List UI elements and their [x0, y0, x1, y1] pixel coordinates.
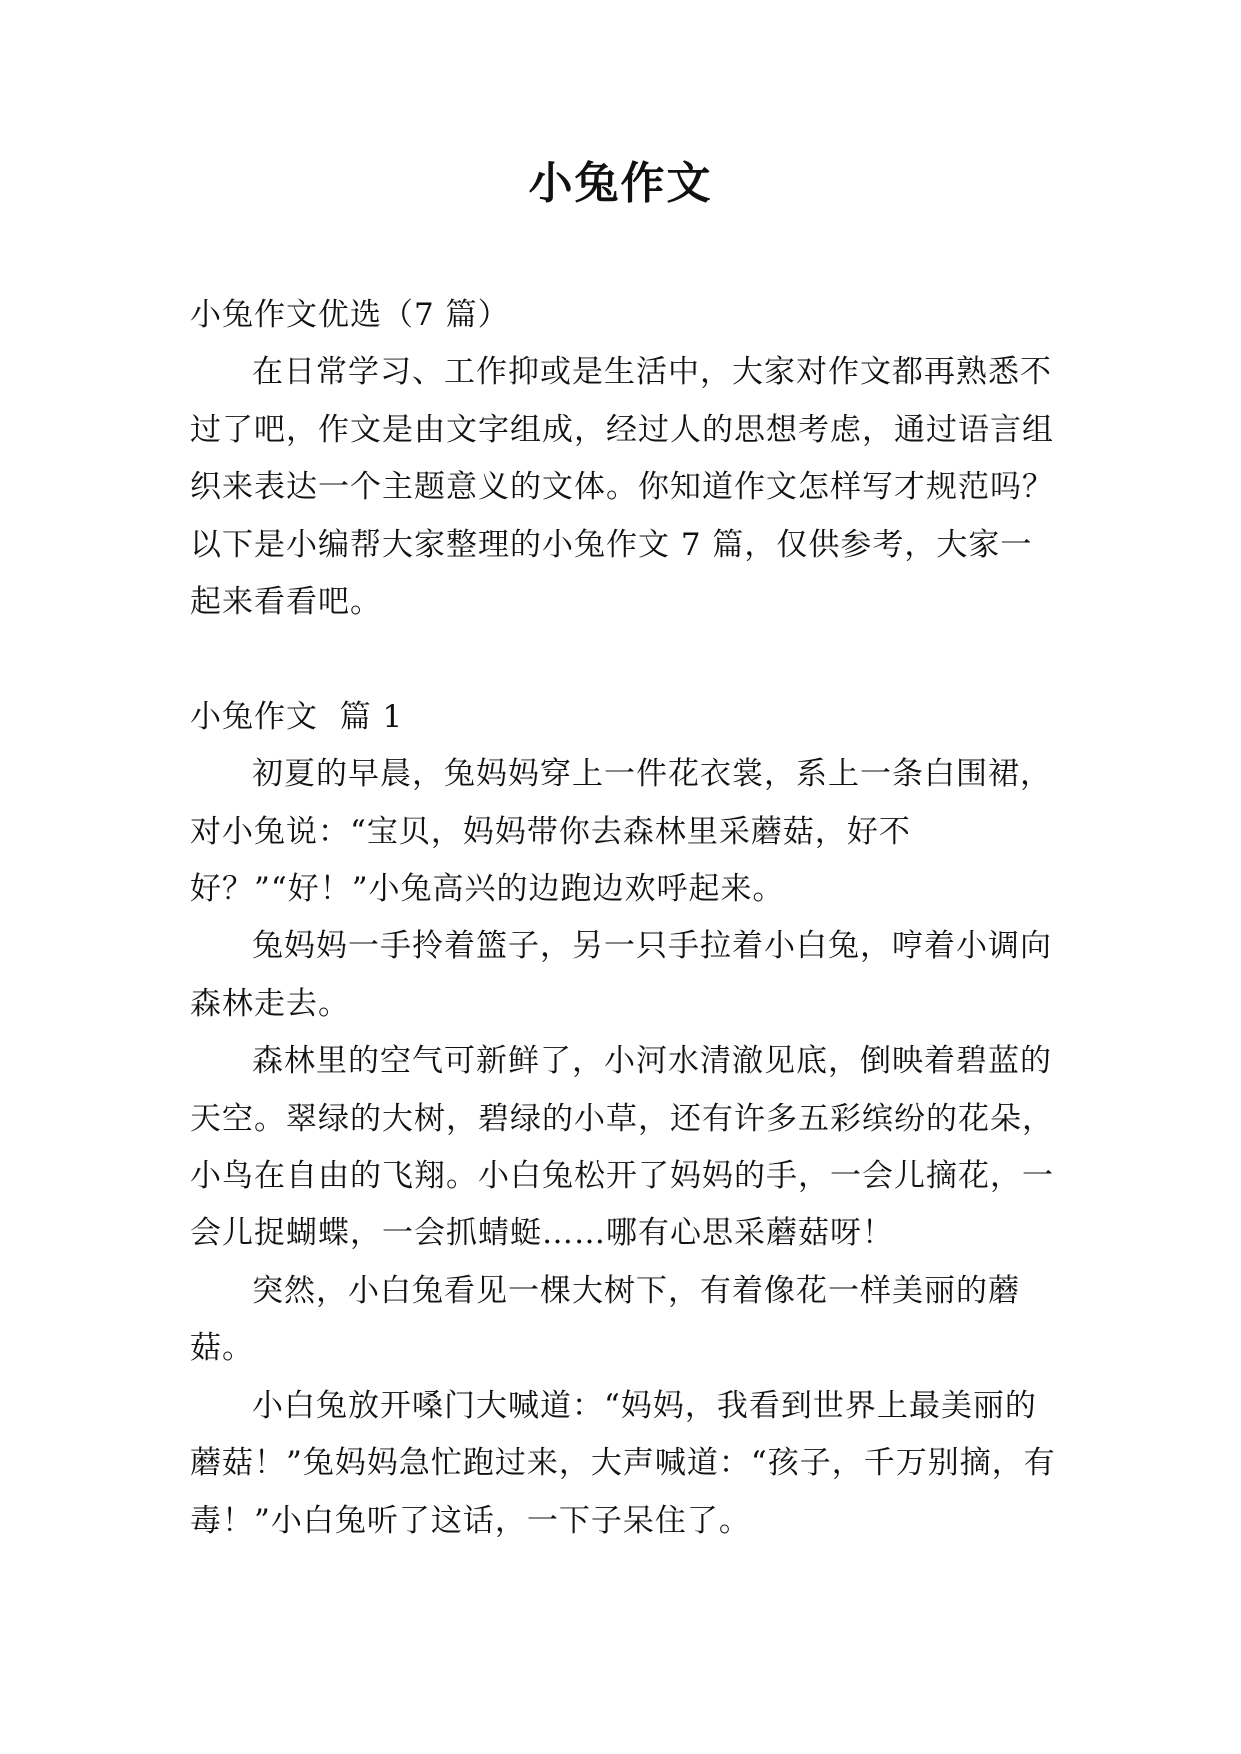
intro-paragraph: 在日常学习、工作抑或是生活中，大家对作文都再熟悉不过了吧，作文是由文字组成，经过人的思想考虑，通过语言组织来表达一个主题意义的文体。你知道作文怎样写才规范吗？以下是小编帮大家整理的小兔作文 7 篇，仅供参考，大家一起来看看吧。	[190, 354, 1054, 621]
story-paragraph: 突然，小白兔看见一棵大树下，有着像花一样美丽的蘑菇。	[190, 1272, 1020, 1367]
document-title: 小兔作文	[528, 158, 713, 209]
document-body	[190, 287, 1060, 1550]
document-subtitle: 小兔作文优选（7 篇）	[190, 297, 510, 333]
story-paragraph: 兔妈妈一手拎着篮子，另一只手拉着小白兔，哼着小调向森林走去。	[190, 928, 1052, 1022]
story-paragraph: 森林里的空气可新鲜了，小河水清澈见底，倒映着碧蓝的天空。翠绿的大树，碧绿的小草，还有许多五彩缤纷的花朵，小鸟在自由的飞翔。小白兔松开了妈妈的手，一会儿摘花，一会儿捉蝴蝶，一会抓蜻蜓……哪有心思采蘑菇呀！	[190, 1043, 1054, 1252]
story-paragraph: 小白兔放开嗓门大喊道：“妈妈，我看到世界上最美丽的蘑菇！”兔妈妈急忙跑过来，大声喊道：“孩子，千万别摘，有毒！”小白兔听了这话，一下子呆住了。	[190, 1387, 1056, 1539]
section-heading: 小兔作文 篇 1	[190, 698, 404, 735]
story-paragraph: 初夏的早晨，兔妈妈穿上一件花衣裳，系上一条白围裙，对小兔说：“宝贝，妈妈带你去森林里采蘑菇，好不好？”“好！”小兔高兴的边跑边欢呼起来。	[190, 756, 1052, 908]
section-spacer	[190, 631, 1060, 688]
